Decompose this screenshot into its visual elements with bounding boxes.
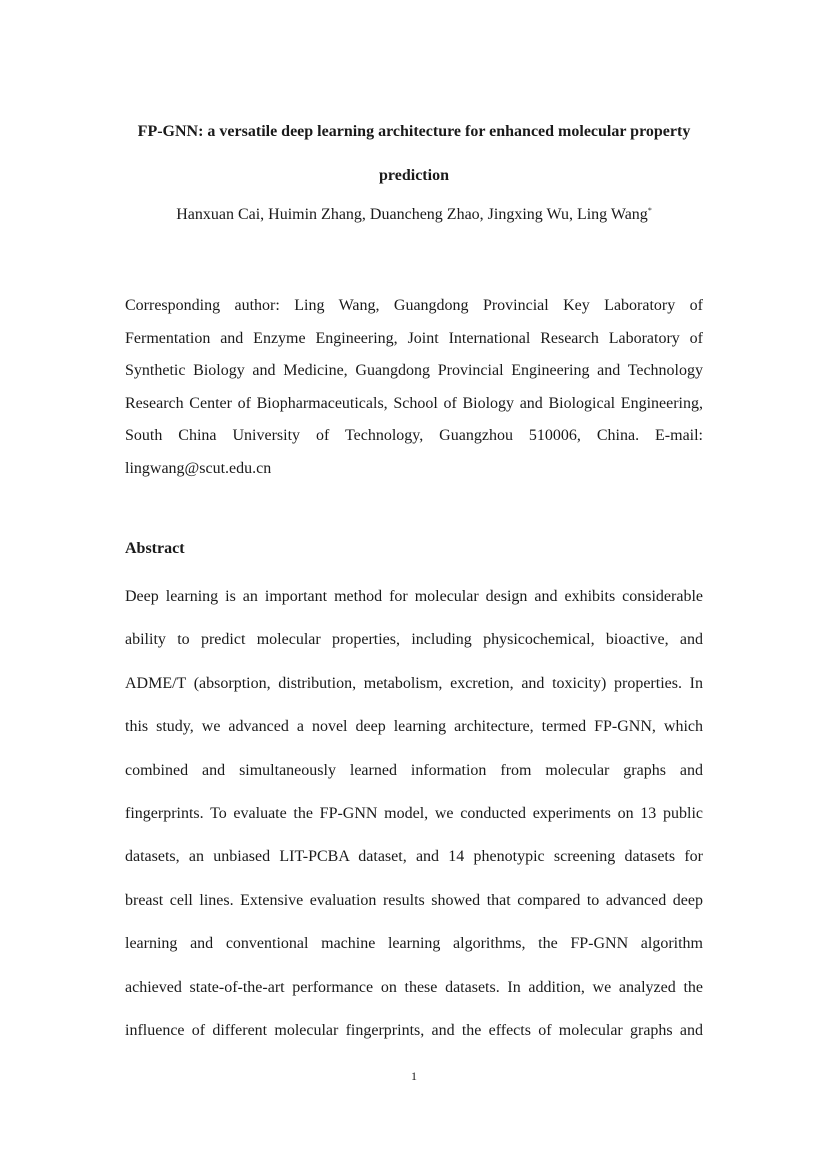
title-line-2: prediction (379, 167, 449, 184)
corresponding-author-mark: * (647, 206, 652, 215)
abstract-line: fingerprints. To evaluate the FP-GNN model, we conducted experiments on 13 public (125, 805, 703, 823)
abstract-line: learning and conventional machine learning algorithms, the FP-GNN algorithm (125, 935, 703, 953)
abstract-line: datasets, an unbiased LIT-PCBA dataset, and 14 phenotypic screening datasets for (125, 848, 703, 866)
abstract-line: ADME/T (absorption, distribution, metabolism, excretion, and toxicity) properties. In (125, 674, 703, 692)
abstract-line: Deep learning is an important method for molecular design and exhibits considerable (125, 588, 703, 605)
corresponding-line: Synthetic Biology and Medicine, Guangdong Provincial Engineering and Technology (125, 362, 703, 380)
author-names: Hanxuan Cai, Huimin Zhang, Duancheng Zhao, Jingxing Wu, Ling Wang (176, 206, 648, 223)
abstract-line: achieved state-of-the-art performance on these datasets. In addition, we analyzed the (125, 978, 703, 996)
author-list (110, 202, 718, 228)
corresponding-line: South China University of Technology, Guangzhou 510006, China. E-mail: (125, 427, 703, 445)
corresponding-email: lingwang@scut.edu.cn (125, 459, 272, 477)
abstract-line: influence of different molecular fingerprints, and the effects of molecular graphs and (125, 1022, 703, 1040)
title-line-1: FP-GNN: a versatile deep learning architecture for enhanced molecular property (137, 123, 691, 140)
abstract-body (125, 575, 703, 1052)
page-number: 1 (411, 1069, 417, 1083)
abstract-line: ability to predict molecular properties, including physicochemical, bioactive, and (125, 631, 703, 649)
corresponding-line: Fermentation and Enzyme Engineering, Joint International Research Laboratory of (125, 329, 703, 347)
abstract-heading: Abstract (125, 540, 185, 557)
corresponding-line: Research Center of Biopharmaceuticals, School of Biology and Biological Engineering, (125, 394, 703, 412)
abstract-line: combined and simultaneously learned information from molecular graphs and (125, 761, 703, 779)
corresponding-author-block (125, 290, 703, 486)
paper-title (110, 110, 718, 198)
corresponding-line: Corresponding author: Ling Wang, Guangdong Provincial Key Laboratory of (125, 297, 703, 314)
abstract-line: breast cell lines. Extensive evaluation results showed that compared to advanced deep (125, 891, 703, 909)
abstract-line: this study, we advanced a novel deep learning architecture, termed FP-GNN, which (125, 718, 703, 736)
